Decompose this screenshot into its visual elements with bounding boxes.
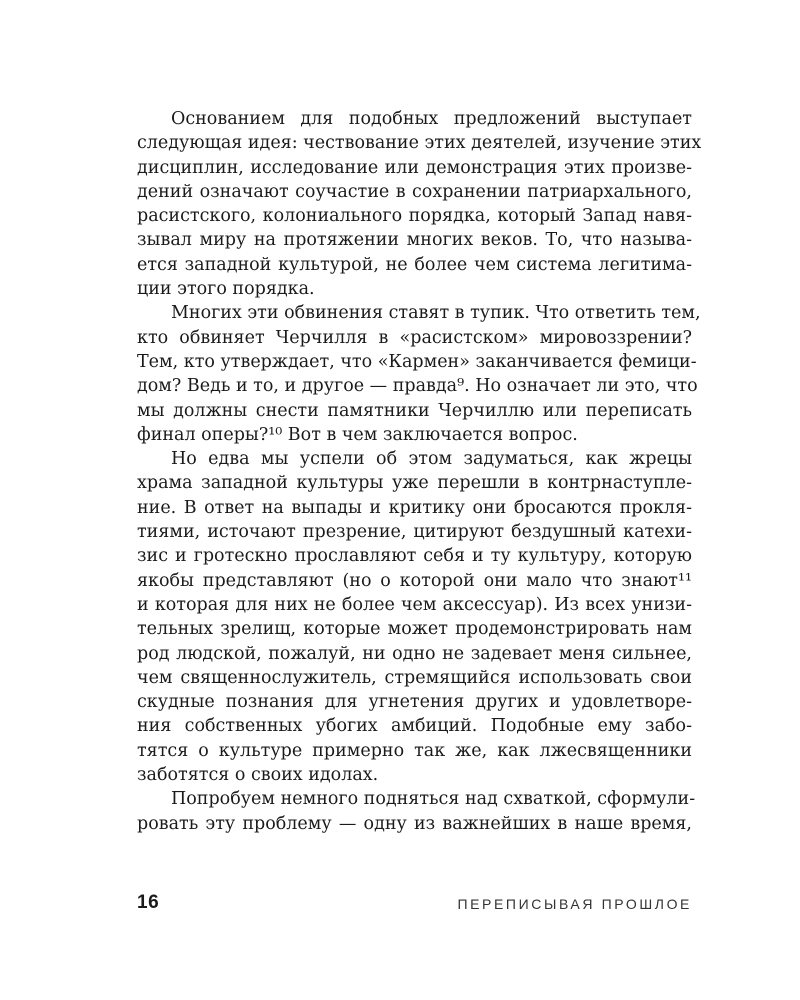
text-line: и которая для них не более чем аксессуар). Из всех унизи- <box>137 594 692 615</box>
text-line: дом? Ведь и то, и другое — правда⁹. Но означает ли это, что <box>137 376 698 397</box>
text-line: кто обвиняет Черчилля в «расистском» мировоззрении? <box>137 327 692 348</box>
text-line: расистского, колониального порядка, который Запад навя- <box>137 206 692 227</box>
text-line: Основанием для подобных предложений выступает <box>171 109 692 129</box>
text-line: заботятся о своих идолах. <box>137 765 379 786</box>
text-line: зывал миру на протяжении многих веков. То, что называ- <box>137 230 692 251</box>
text-line: дений означают соучастие в сохранении патриархального, <box>137 181 692 202</box>
text-line: ние. В ответ на выпады и критику они бросаются прокля- <box>137 497 692 518</box>
text-line: Но едва мы успели об этом задуматься, как жрецы <box>171 449 692 470</box>
text-line: якобы представляют (но о которой они мало что знают¹¹ <box>137 570 692 591</box>
body-text <box>137 107 702 836</box>
text-line: тиями, источают презрение, цитируют бездушный катехи- <box>137 522 692 543</box>
text-line: ется западной культурой, не более чем система легитима- <box>137 254 692 275</box>
text-line: зис и гротескно прославляют себя и ту культуру, которую <box>137 546 692 567</box>
text-line: чем священнослужитель, стремящийся использовать свои <box>137 667 692 688</box>
text-line: Тем, кто утверждает, что «Кармен» заканчивается фемици- <box>137 351 697 372</box>
text-line: финал оперы?¹⁰ Вот в чем заключается вопрос. <box>137 424 578 445</box>
text-line: мы должны снести памятники Черчиллю или переписать <box>137 400 692 421</box>
text-line: следующая идея: чествование этих деятелей, изучение этих <box>137 133 702 154</box>
text-line: ции этого порядка. <box>137 279 315 300</box>
text-line: скудные познания для угнетения других и удовлетворе- <box>137 692 692 713</box>
text-line: ния собственных убогих амбиций. Подобные ему забо- <box>137 716 692 737</box>
text-line: род людской, пожалуй, ни одно не задевает меня сильнее, <box>137 643 692 664</box>
text-line: ровать эту проблему — одну из важнейших в наше время, <box>137 813 692 834</box>
text-line: Многих эти обвинения ставят в тупик. Что ответить тем, <box>171 303 701 324</box>
text-line: храма западной культуры уже перешли в контрнаступле- <box>137 473 692 494</box>
text-line: тятся о культуре примерно так же, как лжесвященники <box>137 740 692 761</box>
text-line: тельных зрелищ, которые может продемонстрировать нам <box>137 619 692 640</box>
page-number: 16 <box>137 892 160 913</box>
running-title: ПЕРЕПИСЫВАЯ ПРОШЛОЕ <box>457 896 692 912</box>
text-line: дисциплин, исследование или демонстрация этих произве- <box>137 157 692 178</box>
text-line: Попробуем немного подняться над схваткой, сформули- <box>171 789 696 810</box>
